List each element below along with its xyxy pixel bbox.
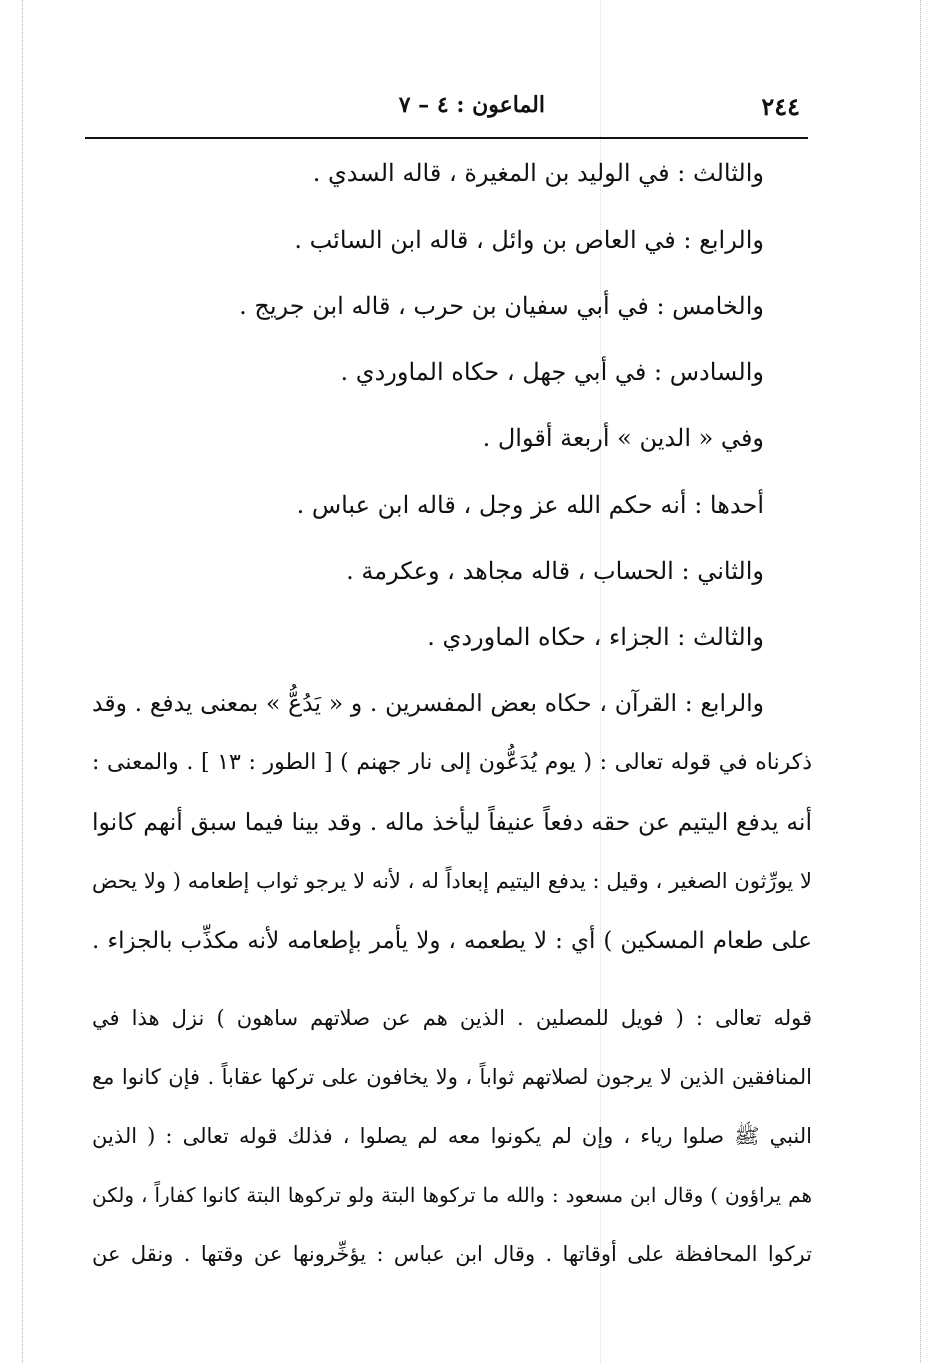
text-line: وفي « الدين » أربعة أقوال . <box>482 424 764 452</box>
running-title: الماعون : ٤ – ٧ <box>398 92 545 118</box>
text-line: والسادس : في أبي جهل ، حكاه الماوردي . <box>340 358 764 386</box>
text-line: لا يورِّثون الصغير ، وقيل : يدفع اليتيم إبعاداً له ، لأنه لا يرجو ثواب إطعامه ( ولا يحض <box>92 869 812 893</box>
scan-guide-line <box>22 0 23 1363</box>
text-line: والثالث : في الوليد بن المغيرة ، قاله السدي . <box>312 159 764 187</box>
text-line: تركوا المحافظة على أوقاتها . وقال ابن عباس : يؤخِّرونها عن وقتها . ونقل عن <box>92 1242 812 1266</box>
scan-guide-line <box>920 0 921 1363</box>
header-rule <box>85 137 808 139</box>
text-line: المنافقين الذين لا يرجون لصلاتهم ثواباً ، ولا يخافون على تركها عقاباً . فإن كانوا مع <box>92 1065 812 1089</box>
text-line: والرابع : في العاص بن وائل ، قاله ابن السائب . <box>294 226 764 254</box>
text-line: النبي ﷺ صلوا رياء ، وإن لم يكونوا معه لم يصلوا ، فذلك قوله تعالى : ( الذين <box>92 1124 812 1148</box>
text-line: والثالث : الجزاء ، حكاه الماوردي . <box>427 623 764 651</box>
text-line: والثاني : الحساب ، قاله مجاهد ، وعكرمة . <box>346 557 764 585</box>
text-line: والخامس : في أبي سفيان بن حرب ، قاله ابن جريج . <box>239 292 764 320</box>
page-number: ٢٤٤ <box>761 92 800 121</box>
text-line: أنه يدفع اليتيم عن حقه دفعاً عنيفاً ليأخذ ماله . وقد بينا فيما سبق أنهم كانوا <box>92 808 812 836</box>
text-line: على طعام المسكين ) أي : لا يطعمه ، ولا يأمر بإطعامه لأنه مكذِّب بالجزاء . <box>92 928 812 954</box>
text-line: هم يراؤون ) وقال ابن مسعود : والله ما تركوها البتة ولو تركوها البتة كانوا كفاراً ، ولكن <box>92 1183 812 1207</box>
scan-guide-line <box>600 0 601 1363</box>
text-line: ذكرناه في قوله تعالى : ( يوم يُدَعُّون إلى نار جهنم ) [ الطور : ١٣ ] . والمعنى : <box>92 750 812 775</box>
text-line: قوله تعالى : ( فويل للمصلين . الذين هم عن صلاتهم ساهون ) نزل هذا في <box>92 1006 812 1030</box>
text-line: أحدها : أنه حكم الله عز وجل ، قاله ابن عباس . <box>296 491 764 519</box>
page-header <box>85 92 810 132</box>
text-line: والرابع : القرآن ، حكاه بعض المفسرين . و « يَدُعُّ » بمعنى يدفع . وقد <box>92 689 764 717</box>
